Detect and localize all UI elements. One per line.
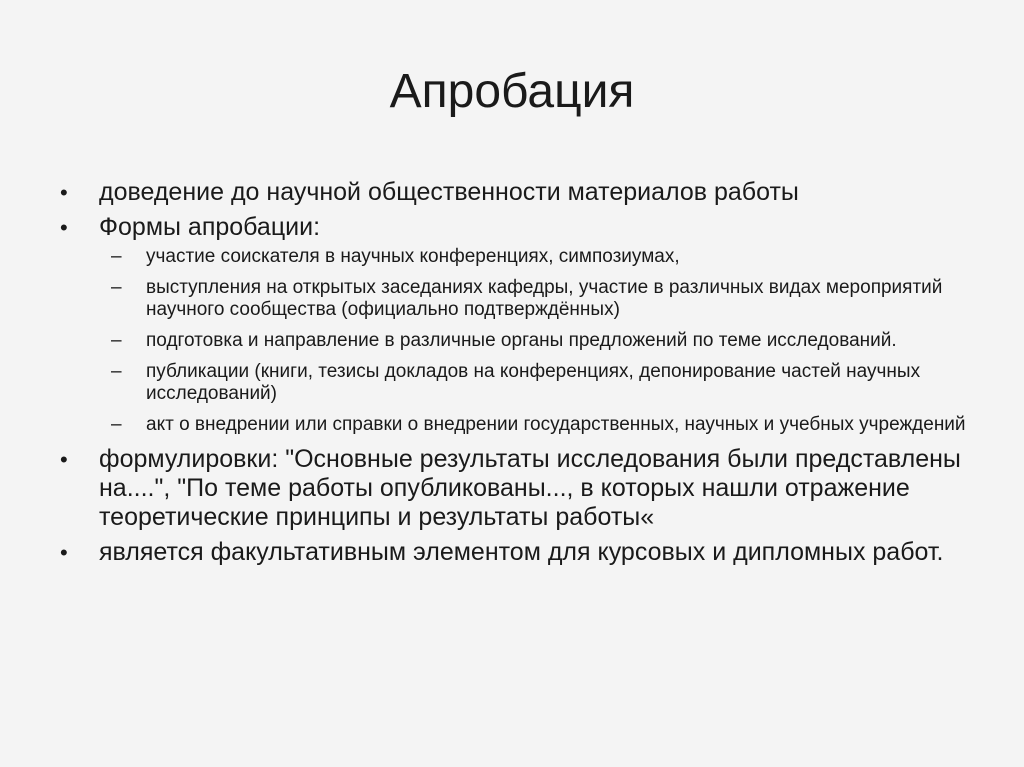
sub-bullet-list (99, 246, 980, 436)
sub-bullet-item (99, 277, 980, 321)
sub-bullet-text: подготовка и направление в различные органы предложений по теме исследований. (146, 330, 897, 351)
sub-bullet-item (99, 414, 980, 436)
sub-bullet-item (99, 246, 980, 268)
sub-bullet-text: публикации (книги, тезисы докладов на конференциях, депонирование частей научных исследований) (146, 361, 921, 404)
bullet-list (60, 178, 980, 573)
dash-icon: – (111, 414, 122, 435)
bullet-text: Формы апробации: (99, 213, 321, 241)
bullet-text: является факультативным элементом для курсовых и дипломных работ. (99, 538, 944, 566)
bullet-icon: • (60, 540, 68, 565)
sub-bullet-item (99, 361, 980, 405)
bullet-text: формулировки: "Основные результаты исследования были представлены на....", "По теме работы опубликованы..., в которых нашли отражение теоретические принципы и результаты работы« (99, 445, 961, 531)
sub-bullet-text: выступления на открытых заседаниях кафедры, участие в различных видах мероприятий научного сообщества (официально подтверждённых) (146, 277, 943, 320)
dash-icon: – (111, 361, 122, 382)
bullet-text: доведение до научной общественности материалов работы (99, 178, 799, 206)
sub-bullet-item (99, 330, 980, 352)
dash-icon: – (111, 246, 122, 267)
bullet-item (60, 538, 980, 567)
slide-title: Апробация (389, 65, 635, 118)
bullet-icon: • (60, 180, 68, 205)
bullet-icon: • (60, 447, 68, 472)
bullet-item (60, 213, 980, 436)
bullet-item (60, 178, 980, 207)
bullet-icon: • (60, 215, 68, 240)
bullet-item (60, 445, 980, 532)
dash-icon: – (111, 330, 122, 351)
sub-bullet-text: акт о внедрении или справки о внедрении государственных, научных и учебных учреждений (146, 414, 966, 435)
dash-icon: – (111, 277, 122, 298)
sub-bullet-text: участие соискателя в научных конференциях, симпозиумах, (146, 246, 680, 267)
